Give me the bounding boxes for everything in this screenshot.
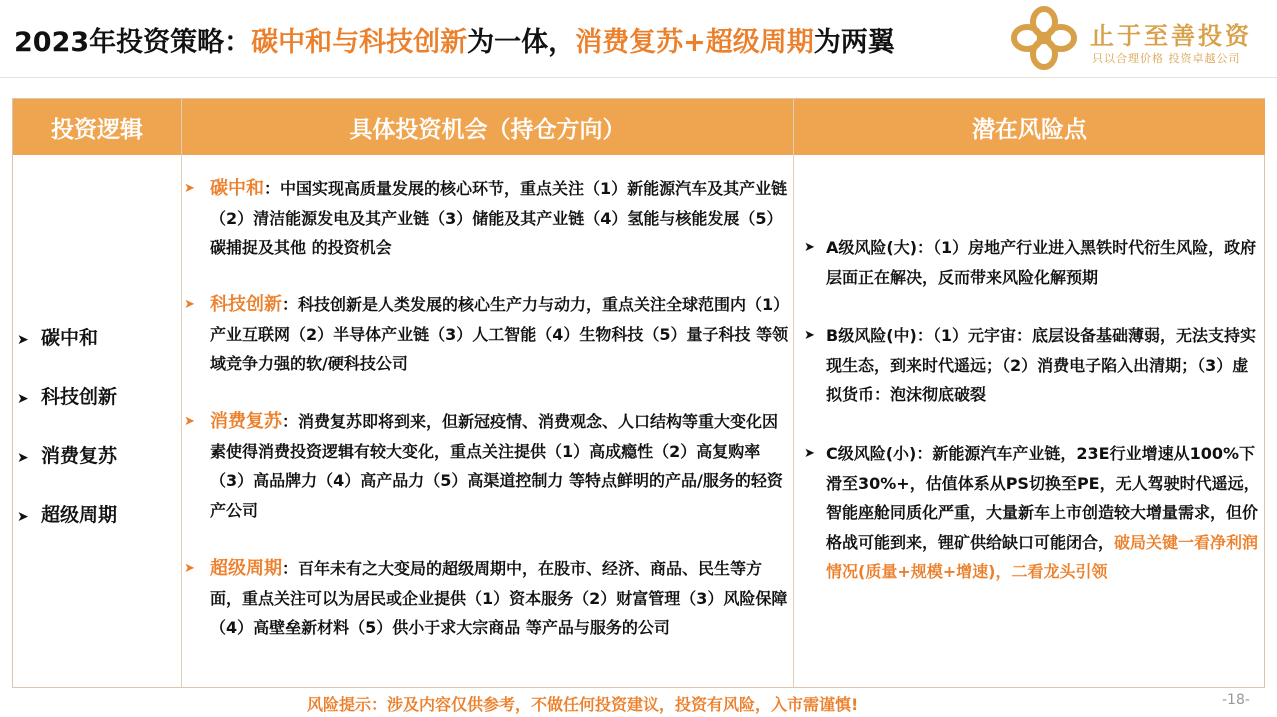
page-number: -18- bbox=[1222, 692, 1250, 708]
opportunity-key: 消费复苏 bbox=[210, 411, 282, 432]
risk-notice: 风险提示：涉及内容仅供参考，不做任何投资建议，投资有风险，入市需谨慎! bbox=[307, 695, 859, 714]
arrowhead-bullet-icon: ➤ bbox=[184, 561, 195, 576]
opportunity-text: ：百年未有之大变局的超级周期中，在股市、经济、商品、民生等方面，重点关注可以为居民或企业提供（1）资本服务（2）财富管理（3）风险保障（4）高壁垒新材料（5）供小于求大宗商品 等产品与服务的公司 bbox=[210, 559, 788, 637]
list-item bbox=[794, 233, 1264, 292]
list-item bbox=[182, 407, 790, 525]
title-part-plain: 为两翼 bbox=[813, 27, 895, 58]
interlocking-rings-logo-icon bbox=[1008, 4, 1080, 72]
list-item bbox=[17, 441, 117, 468]
list-item bbox=[182, 174, 790, 263]
risk-highlight: 破局关键一看净利润情况(质量+规模+增速)，二看龙头引领 bbox=[826, 532, 1259, 581]
arrowhead-bullet-icon: ➤ bbox=[184, 414, 195, 429]
logic-item-label: 科技创新 bbox=[41, 386, 118, 408]
logic-item-label: 消费复苏 bbox=[41, 445, 118, 467]
title-part-highlight: 消费复苏+超级周期 bbox=[575, 27, 814, 58]
title-part-plain: 2023年投资策略： bbox=[14, 27, 252, 58]
list-item bbox=[794, 321, 1264, 410]
arrowhead-bullet-icon: ➤ bbox=[804, 446, 815, 461]
opportunity-text: ：科技创新是人类发展的核心生产力与动力，重点关注全球范围内（1）产业互联网（2）半导体产业链（3）人工智能（4）生物科技（5）量子科技 等领域竞争力强的软/硬科技公司 bbox=[210, 295, 790, 373]
risk-text: C级风险(小)：新能源汽车产业链，23E行业增速从100%下滑至30%+，估值体系从PS切换至PE，无人驾驶时代遥远，智能座舱同质化严重，大量新车上市创造较大增量需求，但价格战可能到来，锂矿供给缺口可能闭合， bbox=[826, 444, 1260, 552]
arrowhead-bullet-icon: ➤ bbox=[184, 297, 195, 312]
arrowhead-bullet-icon: ➤ bbox=[17, 509, 29, 525]
list-item bbox=[794, 439, 1264, 587]
company-logo bbox=[1008, 4, 1270, 72]
page-title bbox=[14, 20, 895, 59]
opportunity-key: 碳中和 bbox=[210, 178, 264, 199]
risk-text: A级风险(大)：（1）房地产行业进入黑铁时代衍生风险，政府层面正在解决，反而带来风险化解预期 bbox=[826, 238, 1257, 287]
list-item bbox=[182, 290, 790, 379]
list-item bbox=[17, 500, 117, 527]
logic-column bbox=[13, 155, 181, 687]
risk-text: B级风险(中)：（1）元宇宙：底层设备基础薄弱，无法支持实现生态，到来时代遥远；（2）消费电子陷入出清期；（3）虚拟货币：泡沫彻底破裂 bbox=[826, 326, 1256, 404]
logic-item-label: 碳中和 bbox=[41, 327, 99, 349]
arrowhead-bullet-icon: ➤ bbox=[184, 181, 195, 196]
header-investment-opportunities: 具体投资机会（持仓方向） bbox=[182, 99, 793, 155]
title-bar bbox=[0, 0, 1277, 78]
logo-slogan: 只以合理价格 投资卓越公司 bbox=[1092, 52, 1241, 65]
arrowhead-bullet-icon: ➤ bbox=[804, 328, 815, 343]
arrowhead-bullet-icon: ➤ bbox=[17, 391, 29, 407]
list-item bbox=[17, 323, 98, 350]
strategy-table bbox=[12, 98, 1265, 688]
opportunity-text: ：中国实现高质量发展的核心环节，重点关注（1）新能源汽车及其产业链（2）清洁能源发电及其产业链（3）储能及其产业链（4）氢能与核能发展（5）碳捕捉及其他 的投资机会 bbox=[210, 179, 788, 257]
header-potential-risks: 潜在风险点 bbox=[794, 99, 1265, 155]
title-part-highlight: 碳中和与科技创新 bbox=[251, 27, 468, 58]
arrowhead-bullet-icon: ➤ bbox=[17, 332, 29, 348]
arrowhead-bullet-icon: ➤ bbox=[804, 240, 815, 255]
opportunity-text: ：消费复苏即将到来，但新冠疫情、消费观念、人口结构等重大变化因素使得消费投资逻辑有较大变化，重点关注提供（1）高成瘾性（2）高复购率（3）高品牌力（4）高产品力（5）高渠道控制力 等特点鲜明的产品/服务的轻资产公司 bbox=[210, 412, 783, 520]
logo-company-name: 止于至善投资 bbox=[1090, 22, 1252, 50]
list-item bbox=[182, 554, 790, 643]
arrowhead-bullet-icon: ➤ bbox=[17, 450, 29, 466]
opportunity-key: 科技创新 bbox=[210, 294, 282, 315]
title-part-plain: 为一体， bbox=[467, 27, 576, 58]
opportunity-key: 超级周期 bbox=[210, 558, 282, 579]
logic-item-label: 超级周期 bbox=[41, 504, 118, 526]
opportunities-column bbox=[182, 155, 793, 687]
header-investment-logic: 投资逻辑 bbox=[13, 99, 181, 155]
list-item bbox=[17, 382, 117, 409]
risks-column bbox=[794, 155, 1265, 687]
